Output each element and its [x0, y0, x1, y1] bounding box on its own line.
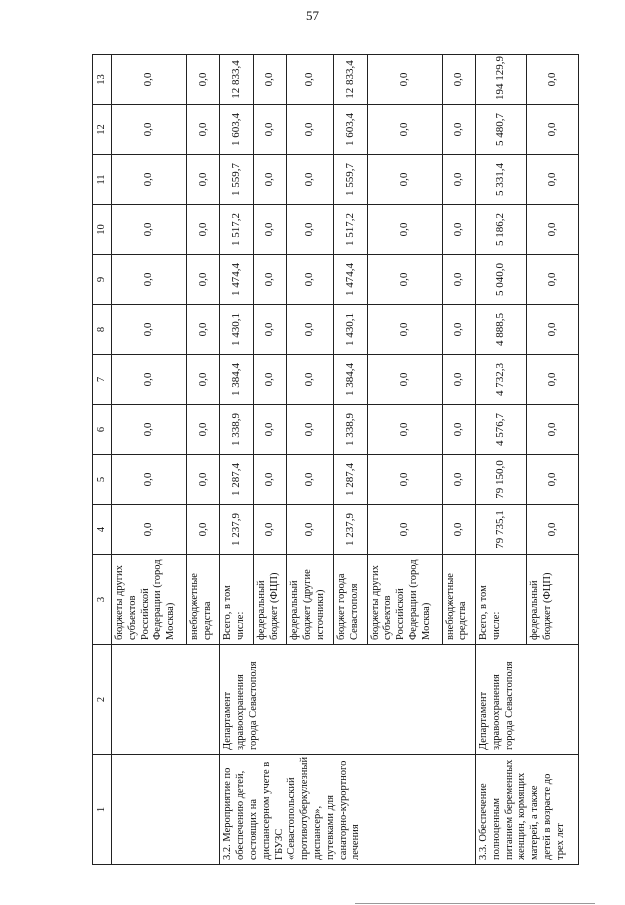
value-cell: 0,0 — [367, 455, 442, 505]
value-cell: 12 833,4 — [334, 55, 367, 105]
value-cell: 0,0 — [287, 455, 334, 505]
value-cell: 0,0 — [442, 405, 475, 455]
funding-source: федеральный бюджет (ФЦП) — [253, 555, 286, 645]
header-row — [93, 55, 112, 865]
funding-source: бюджет города Севастополя — [334, 555, 367, 645]
footer-rule — [355, 903, 595, 904]
budget-table — [92, 54, 579, 865]
value-cell: 1 384,4 — [334, 355, 367, 405]
value-cell: 5 040,0 — [475, 255, 526, 305]
value-cell: 0,0 — [527, 455, 579, 505]
value-cell: 194 129,9 — [475, 55, 526, 105]
value-cell: 0,0 — [187, 255, 220, 305]
value-cell: 0,0 — [187, 505, 220, 555]
value-cell: 0,0 — [187, 305, 220, 355]
funding-source: Всего, в том числе: — [220, 555, 253, 645]
value-cell: 0,0 — [287, 105, 334, 155]
value-cell: 5 480,7 — [475, 105, 526, 155]
rotated-table-container — [92, 55, 579, 865]
value-cell: 1 517,2 — [334, 205, 367, 255]
value-cell: 4 576,7 — [475, 405, 526, 455]
value-cell: 0,0 — [112, 355, 187, 405]
funding-source: внебюджетные средства — [442, 555, 475, 645]
value-cell: 0,0 — [287, 205, 334, 255]
value-cell: 0,0 — [527, 305, 579, 355]
column-number: 5 — [93, 455, 112, 505]
value-cell: 79 150,0 — [475, 455, 526, 505]
value-cell: 0,0 — [253, 305, 286, 355]
value-cell: 1 474,4 — [334, 255, 367, 305]
value-cell: 0,0 — [442, 355, 475, 405]
value-cell: 1 338,9 — [334, 405, 367, 455]
executor-name: Департамент здравоохранения города Севастополя — [220, 645, 476, 755]
value-cell: 1 559,7 — [334, 155, 367, 205]
value-cell: 0,0 — [367, 255, 442, 305]
value-cell: 0,0 — [287, 55, 334, 105]
value-cell: 0,0 — [287, 405, 334, 455]
value-cell: 1 237,9 — [334, 505, 367, 555]
value-cell: 0,0 — [442, 255, 475, 305]
value-cell: 0,0 — [253, 255, 286, 305]
table-row — [220, 55, 253, 865]
value-cell: 0,0 — [527, 405, 579, 455]
value-cell: 4 732,3 — [475, 355, 526, 405]
value-cell: 0,0 — [112, 205, 187, 255]
column-number: 11 — [93, 155, 112, 205]
value-cell: 1 287,4 — [220, 455, 253, 505]
column-number: 3 — [93, 555, 112, 645]
funding-source: бюджеты других субъектов Российской Федерации (город Москва) — [112, 555, 187, 645]
value-cell: 1 603,4 — [334, 105, 367, 155]
value-cell: 0,0 — [253, 205, 286, 255]
value-cell: 1 338,9 — [220, 405, 253, 455]
value-cell: 0,0 — [112, 505, 187, 555]
table-row — [112, 55, 187, 865]
column-number: 1 — [93, 755, 112, 865]
value-cell: 0,0 — [187, 455, 220, 505]
value-cell: 0,0 — [253, 405, 286, 455]
activity-name: 3.3. Обеспечение полноценным питанием беременных женщин, кормящих матерей, а также детей в возрасте до трех лет — [475, 755, 578, 865]
column-number: 7 — [93, 355, 112, 405]
value-cell: 0,0 — [367, 155, 442, 205]
value-cell: 1 430,1 — [334, 305, 367, 355]
value-cell: 0,0 — [187, 405, 220, 455]
value-cell: 0,0 — [112, 55, 187, 105]
value-cell: 0,0 — [527, 205, 579, 255]
value-cell: 1 517,2 — [220, 205, 253, 255]
value-cell: 0,0 — [187, 355, 220, 405]
value-cell: 5 186,2 — [475, 205, 526, 255]
value-cell: 0,0 — [112, 155, 187, 205]
value-cell: 0,0 — [367, 355, 442, 405]
value-cell: 0,0 — [287, 355, 334, 405]
value-cell: 0,0 — [253, 55, 286, 105]
funding-source: федеральный бюджет (ФЦП) — [527, 555, 579, 645]
executor-cell — [112, 645, 220, 755]
activity-cell — [112, 755, 220, 865]
value-cell: 0,0 — [187, 205, 220, 255]
value-cell: 0,0 — [367, 205, 442, 255]
column-number: 12 — [93, 105, 112, 155]
value-cell: 0,0 — [187, 55, 220, 105]
value-cell: 0,0 — [112, 305, 187, 355]
value-cell: 1 384,4 — [220, 355, 253, 405]
value-cell: 0,0 — [287, 505, 334, 555]
value-cell: 1 237,9 — [220, 505, 253, 555]
value-cell: 0,0 — [187, 105, 220, 155]
value-cell: 0,0 — [187, 155, 220, 205]
value-cell: 0,0 — [442, 155, 475, 205]
column-number: 2 — [93, 645, 112, 755]
value-cell: 0,0 — [253, 105, 286, 155]
value-cell: 0,0 — [527, 255, 579, 305]
column-number: 10 — [93, 205, 112, 255]
value-cell: 0,0 — [442, 455, 475, 505]
value-cell: 0,0 — [442, 505, 475, 555]
value-cell: 12 833,4 — [220, 55, 253, 105]
value-cell: 0,0 — [527, 105, 579, 155]
page-number: 57 — [306, 8, 319, 23]
value-cell: 0,0 — [527, 155, 579, 205]
value-cell: 0,0 — [367, 505, 442, 555]
value-cell: 0,0 — [527, 55, 579, 105]
value-cell: 0,0 — [253, 505, 286, 555]
value-cell: 0,0 — [442, 55, 475, 105]
value-cell: 0,0 — [287, 305, 334, 355]
value-cell: 0,0 — [112, 455, 187, 505]
value-cell: 5 331,4 — [475, 155, 526, 205]
value-cell: 0,0 — [442, 305, 475, 355]
value-cell: 0,0 — [112, 255, 187, 305]
value-cell: 1 287,4 — [334, 455, 367, 505]
value-cell: 4 888,5 — [475, 305, 526, 355]
value-cell: 0,0 — [253, 355, 286, 405]
value-cell: 1 430,1 — [220, 305, 253, 355]
table-row — [475, 55, 526, 865]
table-body — [93, 55, 579, 865]
value-cell: 0,0 — [442, 205, 475, 255]
value-cell: 0,0 — [367, 105, 442, 155]
column-number: 6 — [93, 405, 112, 455]
value-cell: 0,0 — [527, 355, 579, 405]
funding-source: внебюджетные средства — [187, 555, 220, 645]
column-number: 4 — [93, 505, 112, 555]
activity-name: 3.2. Мероприятие по обеспечению детей, состоящих на диспансерном учете в ГБУЗС «Севастопольский противотуберкулезный диспансер», путевками для санаторно-курортного лечения — [220, 755, 476, 865]
funding-source: федеральный бюджет (другие источники) — [287, 555, 334, 645]
value-cell: 0,0 — [367, 405, 442, 455]
value-cell: 79 735,1 — [475, 505, 526, 555]
column-number: 13 — [93, 55, 112, 105]
value-cell: 0,0 — [367, 55, 442, 105]
executor-name: Департамент здравоохранения города Севастополя — [475, 645, 578, 755]
value-cell: 1 559,7 — [220, 155, 253, 205]
value-cell: 0,0 — [367, 305, 442, 355]
value-cell: 0,0 — [527, 505, 579, 555]
value-cell: 0,0 — [253, 155, 286, 205]
value-cell: 0,0 — [287, 155, 334, 205]
value-cell: 0,0 — [112, 105, 187, 155]
value-cell: 1 474,4 — [220, 255, 253, 305]
value-cell: 0,0 — [442, 105, 475, 155]
funding-source: бюджеты других субъектов Российской Федерации (город Москва) — [367, 555, 442, 645]
column-number: 9 — [93, 255, 112, 305]
value-cell: 0,0 — [112, 405, 187, 455]
value-cell: 1 603,4 — [220, 105, 253, 155]
column-number: 8 — [93, 305, 112, 355]
funding-source: Всего, в том числе: — [475, 555, 526, 645]
value-cell: 0,0 — [287, 255, 334, 305]
value-cell: 0,0 — [253, 455, 286, 505]
